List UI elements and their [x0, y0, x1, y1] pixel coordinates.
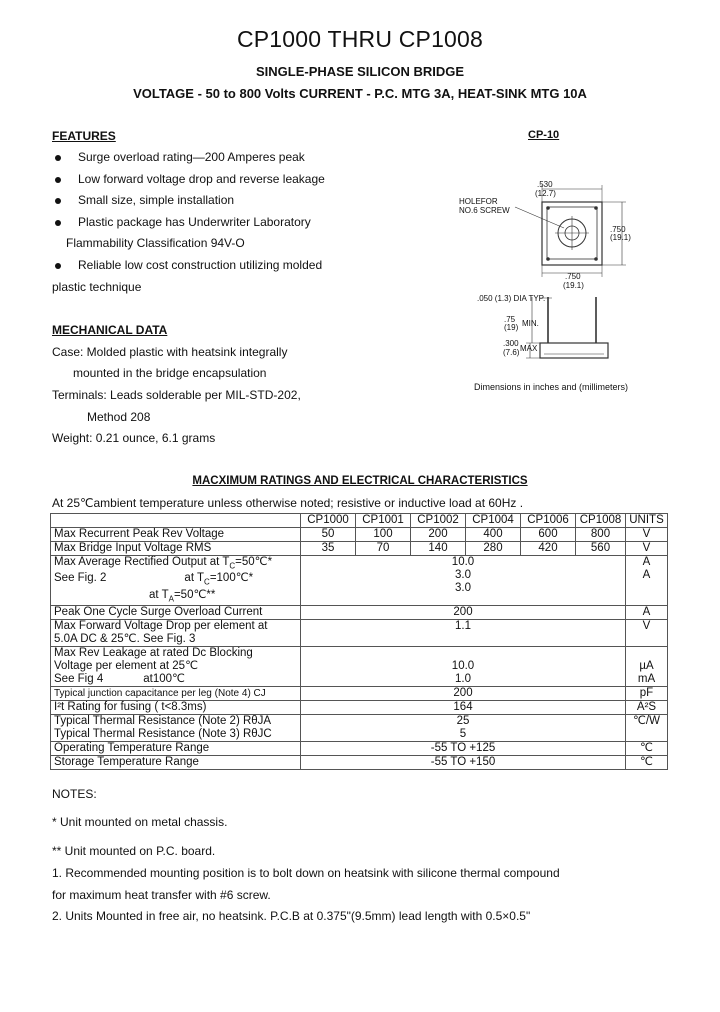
table-header-row: [51, 514, 668, 528]
bullet-icon: [55, 263, 61, 269]
lead-diameter: .050 (1.3) DIA TYP.: [477, 294, 546, 303]
table-row: [51, 755, 668, 769]
table-row: [51, 542, 668, 556]
mechanical-line: Case: Molded plastic with heatsink integrally: [52, 345, 288, 359]
diagram-caption: Dimensions in inches and (millimeters): [474, 382, 629, 392]
column-header: UNITS: [626, 514, 668, 528]
bullet-icon: [55, 177, 61, 183]
cell-value: 400: [466, 528, 521, 542]
note-line: for maximum heat transfer with #6 screw.: [52, 888, 271, 902]
lead-length-mm: (19): [504, 323, 519, 332]
cell-unit: A: [626, 605, 668, 619]
note-line: * Unit mounted on metal chassis.: [52, 815, 228, 829]
cell-value: 420: [521, 542, 576, 556]
row-label: Typical junction capacitance per leg (Note 4) CJ: [51, 686, 301, 700]
row-label: I²t Rating for fusing ( t<8.3ms): [51, 700, 301, 714]
height-mm: (7.6): [503, 348, 520, 357]
column-header: CP1006: [521, 514, 576, 528]
table-row: [51, 686, 668, 700]
cell-unit: µA mA: [626, 646, 668, 686]
row-label: Peak One Cycle Surge Overload Current: [51, 605, 301, 619]
row-label: Max Bridge Input Voltage RMS: [51, 542, 301, 556]
cell-unit: V: [626, 542, 668, 556]
row-label: Max Forward Voltage Drop per element at 5.0A DC & 25℃. See Fig. 3: [51, 619, 301, 646]
cell-value: 50: [301, 528, 356, 542]
document-subtitle: SINGLE-PHASE SILICON BRIDGE: [255, 64, 465, 79]
mechanical-line: Terminals: Leads solderable per MIL-STD-202,: [52, 388, 301, 402]
mechanical-line: Method 208: [87, 410, 151, 424]
mechanical-line: Weight: 0.21 ounce, 6.1 grams: [52, 431, 216, 445]
note-line: ** Unit mounted on P.C. board.: [52, 844, 216, 858]
row-label: Storage Temperature Range: [51, 755, 301, 769]
cell-value: 25 5: [301, 714, 626, 741]
dim-right-mm: (19.1): [610, 233, 631, 242]
cell-unit: A A: [626, 556, 668, 606]
row-label: Typical Thermal Resistance (Note 2) RθJA Typical Thermal Resistance (Note 3) RθJC: [51, 714, 301, 741]
feature-item: Plastic package has Underwriter Laboratory: [78, 215, 311, 229]
cell-unit: ℃/W: [626, 714, 668, 741]
row-label: Max Rev Leakage at rated Dc Blocking Voltage per element at 25℃ See Fig 4 at100℃: [51, 646, 301, 686]
cell-value: 200: [411, 528, 466, 542]
ratings-heading: MACXIMUM RATINGS AND ELECTRICAL CHARACTERISTICS: [192, 475, 528, 487]
cell-unit: V: [626, 528, 668, 542]
package-side-body: [540, 343, 608, 358]
document-title: CP1000 THRU CP1008: [236, 26, 484, 52]
cell-value: 280: [466, 542, 521, 556]
cell-value: 600: [521, 528, 576, 542]
cell-value: -55 TO +125: [301, 741, 626, 755]
table-row: [51, 646, 668, 686]
cell-value: 100: [356, 528, 411, 542]
cell-value: 35: [301, 542, 356, 556]
feature-item: Small size, simple installation: [78, 193, 235, 207]
mechanical-heading: MECHANICAL DATA: [52, 323, 168, 337]
dim-right-inches: .750: [610, 225, 626, 234]
voltage-current-line: VOLTAGE - 50 to 800 Volts CURRENT - P.C. MTG 3A, HEAT-SINK MTG 10A: [133, 86, 587, 101]
cell-value: 70: [356, 542, 411, 556]
row-label: Max Recurrent Peak Rev Voltage: [51, 528, 301, 542]
cell-value: 200: [301, 686, 626, 700]
feature-item-continued: plastic technique: [52, 280, 142, 294]
table-row: [51, 528, 668, 542]
package-label: CP-10: [528, 129, 560, 141]
mechanical-line: mounted in the bridge encapsulation: [73, 366, 267, 380]
table-row: [51, 556, 668, 606]
table-row: [51, 619, 668, 646]
dim-top-mm: (12.7): [535, 189, 556, 198]
bullet-icon: [55, 220, 61, 226]
cell-value: 10.0 3.0 3.0: [301, 556, 626, 606]
bullet-icon: [55, 155, 61, 161]
hole-label: HOLEFOR: [459, 197, 498, 206]
ratings-table: [50, 513, 668, 770]
cell-value: 10.0 1.0: [301, 646, 626, 686]
table-row: [51, 714, 668, 741]
table-row: [51, 700, 668, 714]
hole-label: NO.6 SCREW: [459, 206, 510, 215]
cell-unit: V: [626, 619, 668, 646]
dim-top-inches: .530: [537, 180, 553, 189]
feature-item-continued: Flammability Classification 94V-O: [66, 236, 245, 250]
cell-value: 200: [301, 605, 626, 619]
row-label: Max Average Rectified Output at $T_C=50℃*$ See Fig. 2 at $T_C=100℃*$ at $T_A=50℃**$: [51, 556, 301, 606]
table-row: [51, 605, 668, 619]
column-header: CP1004: [466, 514, 521, 528]
column-header: CP1008: [576, 514, 626, 528]
cell-value: 140: [411, 542, 466, 556]
dim-bottom-mm: (19.1): [563, 281, 584, 290]
height-inches: .300: [503, 339, 519, 348]
features-heading: FEATURES: [52, 129, 116, 143]
cell-unit: A²S: [626, 700, 668, 714]
notes-heading: NOTES:: [52, 787, 97, 801]
cell-unit: ℃: [626, 755, 668, 769]
note-line: 2. Units Mounted in free air, no heatsink. P.C.B at 0.375"(9.5mm) lead length with 0.5×0.5": [52, 909, 531, 923]
bullet-icon: [55, 198, 61, 204]
lead-min: MIN.: [522, 319, 539, 328]
cell-unit: pF: [626, 686, 668, 700]
table-row: [51, 741, 668, 755]
cell-value: 560: [576, 542, 626, 556]
column-header: CP1000: [301, 514, 356, 528]
feature-item: Low forward voltage drop and reverse leakage: [78, 172, 325, 186]
column-header: CP1001: [356, 514, 411, 528]
height-max: MAX: [520, 344, 538, 353]
column-header: CP1002: [411, 514, 466, 528]
lead-length: .75: [504, 315, 516, 324]
cell-value: 1.1: [301, 619, 626, 646]
dim-bottom-inches: .750: [565, 272, 581, 281]
note-line: 1. Recommended mounting position is to bolt down on heatsink with silicone thermal compound: [52, 866, 560, 880]
cell-value: 164: [301, 700, 626, 714]
cell-value: -55 TO +150: [301, 755, 626, 769]
feature-item: Surge overload rating—200 Amperes peak: [78, 150, 305, 164]
cell-value: 800: [576, 528, 626, 542]
cell-unit: ℃: [626, 741, 668, 755]
row-label: Operating Temperature Range: [51, 741, 301, 755]
ratings-intro: At 25℃ambient temperature unless otherwise noted; resistive or inductive load at 60Hz .: [52, 496, 524, 510]
feature-item: Reliable low cost construction utilizing molded: [78, 258, 323, 272]
